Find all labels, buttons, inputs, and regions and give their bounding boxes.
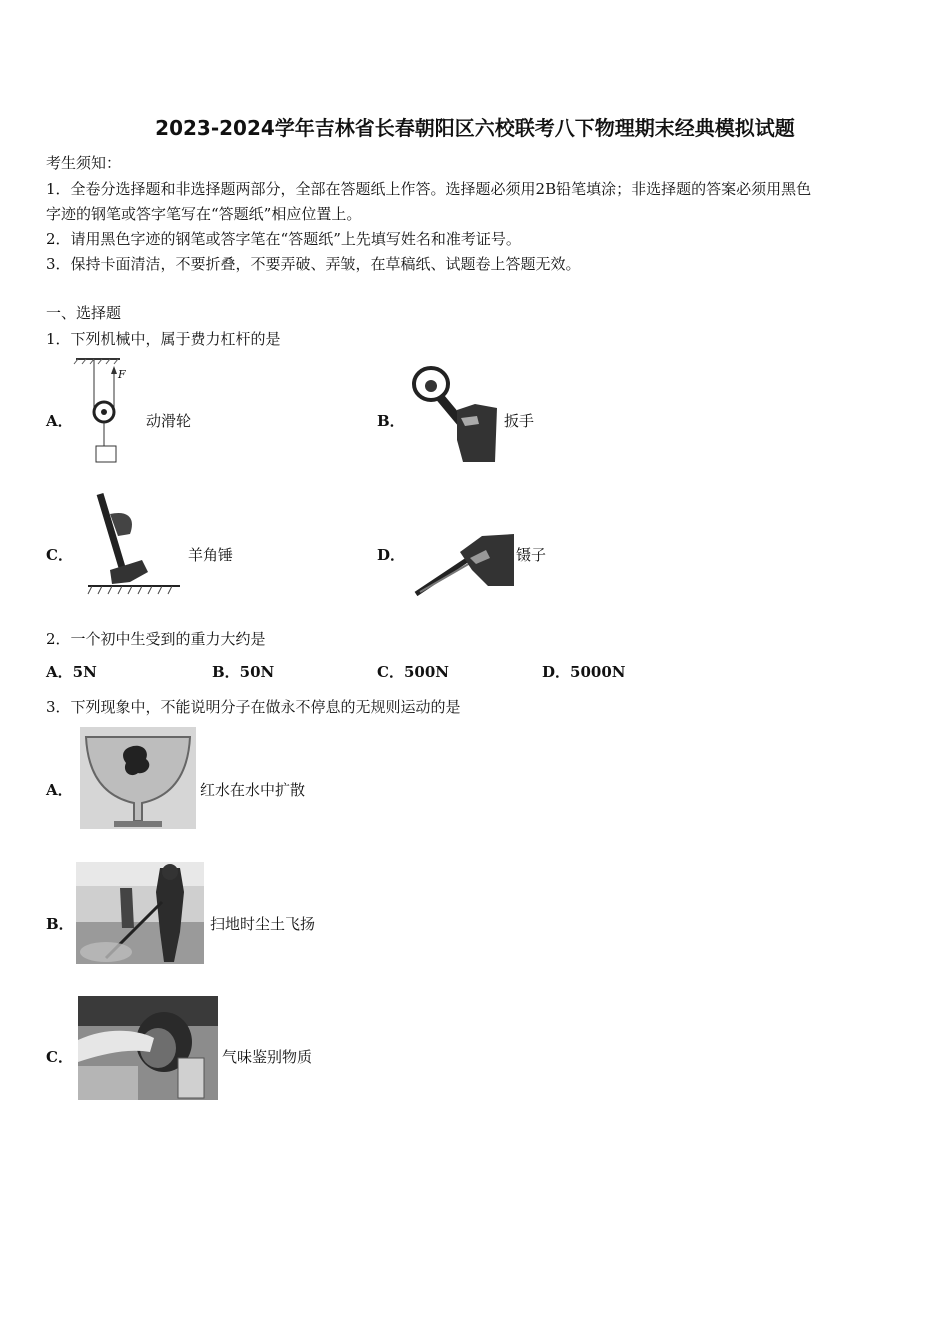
claw-hammer-figure <box>84 490 184 600</box>
force-label: F <box>118 368 126 381</box>
q1-option-b-label: 扳手 <box>504 412 535 430</box>
q1-option-d-label: 镊子 <box>516 546 547 564</box>
notice-line-1a: 1．全卷分选择题和非选择题两部分，全部在答题纸上作答。选择题必须用2B铅笔填涂；非选择题的答案必须用黑色 <box>46 180 812 198</box>
q2-option-c: C．500N <box>377 663 449 681</box>
q3-option-b-letter: B． <box>46 915 74 933</box>
question-2-stem: 2．一个初中生受到的重力大约是 <box>46 630 266 648</box>
q1-option-d-letter: D． <box>377 546 406 564</box>
smell-test-photo <box>78 996 218 1100</box>
wrench-figure <box>405 360 500 465</box>
q2-option-b: B．50N <box>212 663 275 681</box>
notice-line-3: 3．保持卡面清洁，不要折叠，不要弄破、弄皱，在草稿纸、试题卷上答题无效。 <box>46 255 581 273</box>
notice-heading: 考生须知： <box>46 154 122 172</box>
q1-option-c-letter: C． <box>46 546 73 564</box>
page-title: 2023-2024学年吉林省长春朝阳区六校联考八下物理期末经典模拟试题 <box>155 116 795 140</box>
q3-option-b-label: 扫地时尘土飞扬 <box>210 915 316 933</box>
q3-option-c-label: 气味鉴别物质 <box>222 1048 313 1066</box>
q1-option-a-label: 动滑轮 <box>146 412 192 430</box>
question-1-stem: 1．下列机械中，属于费力杠杆的是 <box>46 330 281 348</box>
tweezers-figure <box>410 528 515 600</box>
q1-option-a-letter: A． <box>46 412 73 430</box>
question-3-stem: 3．下列现象中，不能说明分子在做永不停息的无规则运动的是 <box>46 698 461 716</box>
q1-option-c-label: 羊角锤 <box>188 546 234 564</box>
q2-option-d: D．5000N <box>542 663 626 681</box>
q1-option-b-letter: B． <box>377 412 405 430</box>
sweeping-dust-photo <box>76 862 204 964</box>
section-heading: 一、选择题 <box>46 304 122 322</box>
q3-option-a-letter: A． <box>46 781 73 799</box>
q3-option-c-letter: C． <box>46 1048 73 1066</box>
notice-line-1b: 字迹的钢笔或答字笔写在“答题纸”相应位置上。 <box>46 205 362 223</box>
ink-diffusion-photo <box>80 727 196 829</box>
q2-option-a: A．5N <box>46 663 97 681</box>
q3-option-a-label: 红水在水中扩散 <box>200 781 306 799</box>
notice-line-2: 2．请用黑色字迹的钢笔或答字笔在“答题纸”上先填写姓名和准考证号。 <box>46 230 521 248</box>
